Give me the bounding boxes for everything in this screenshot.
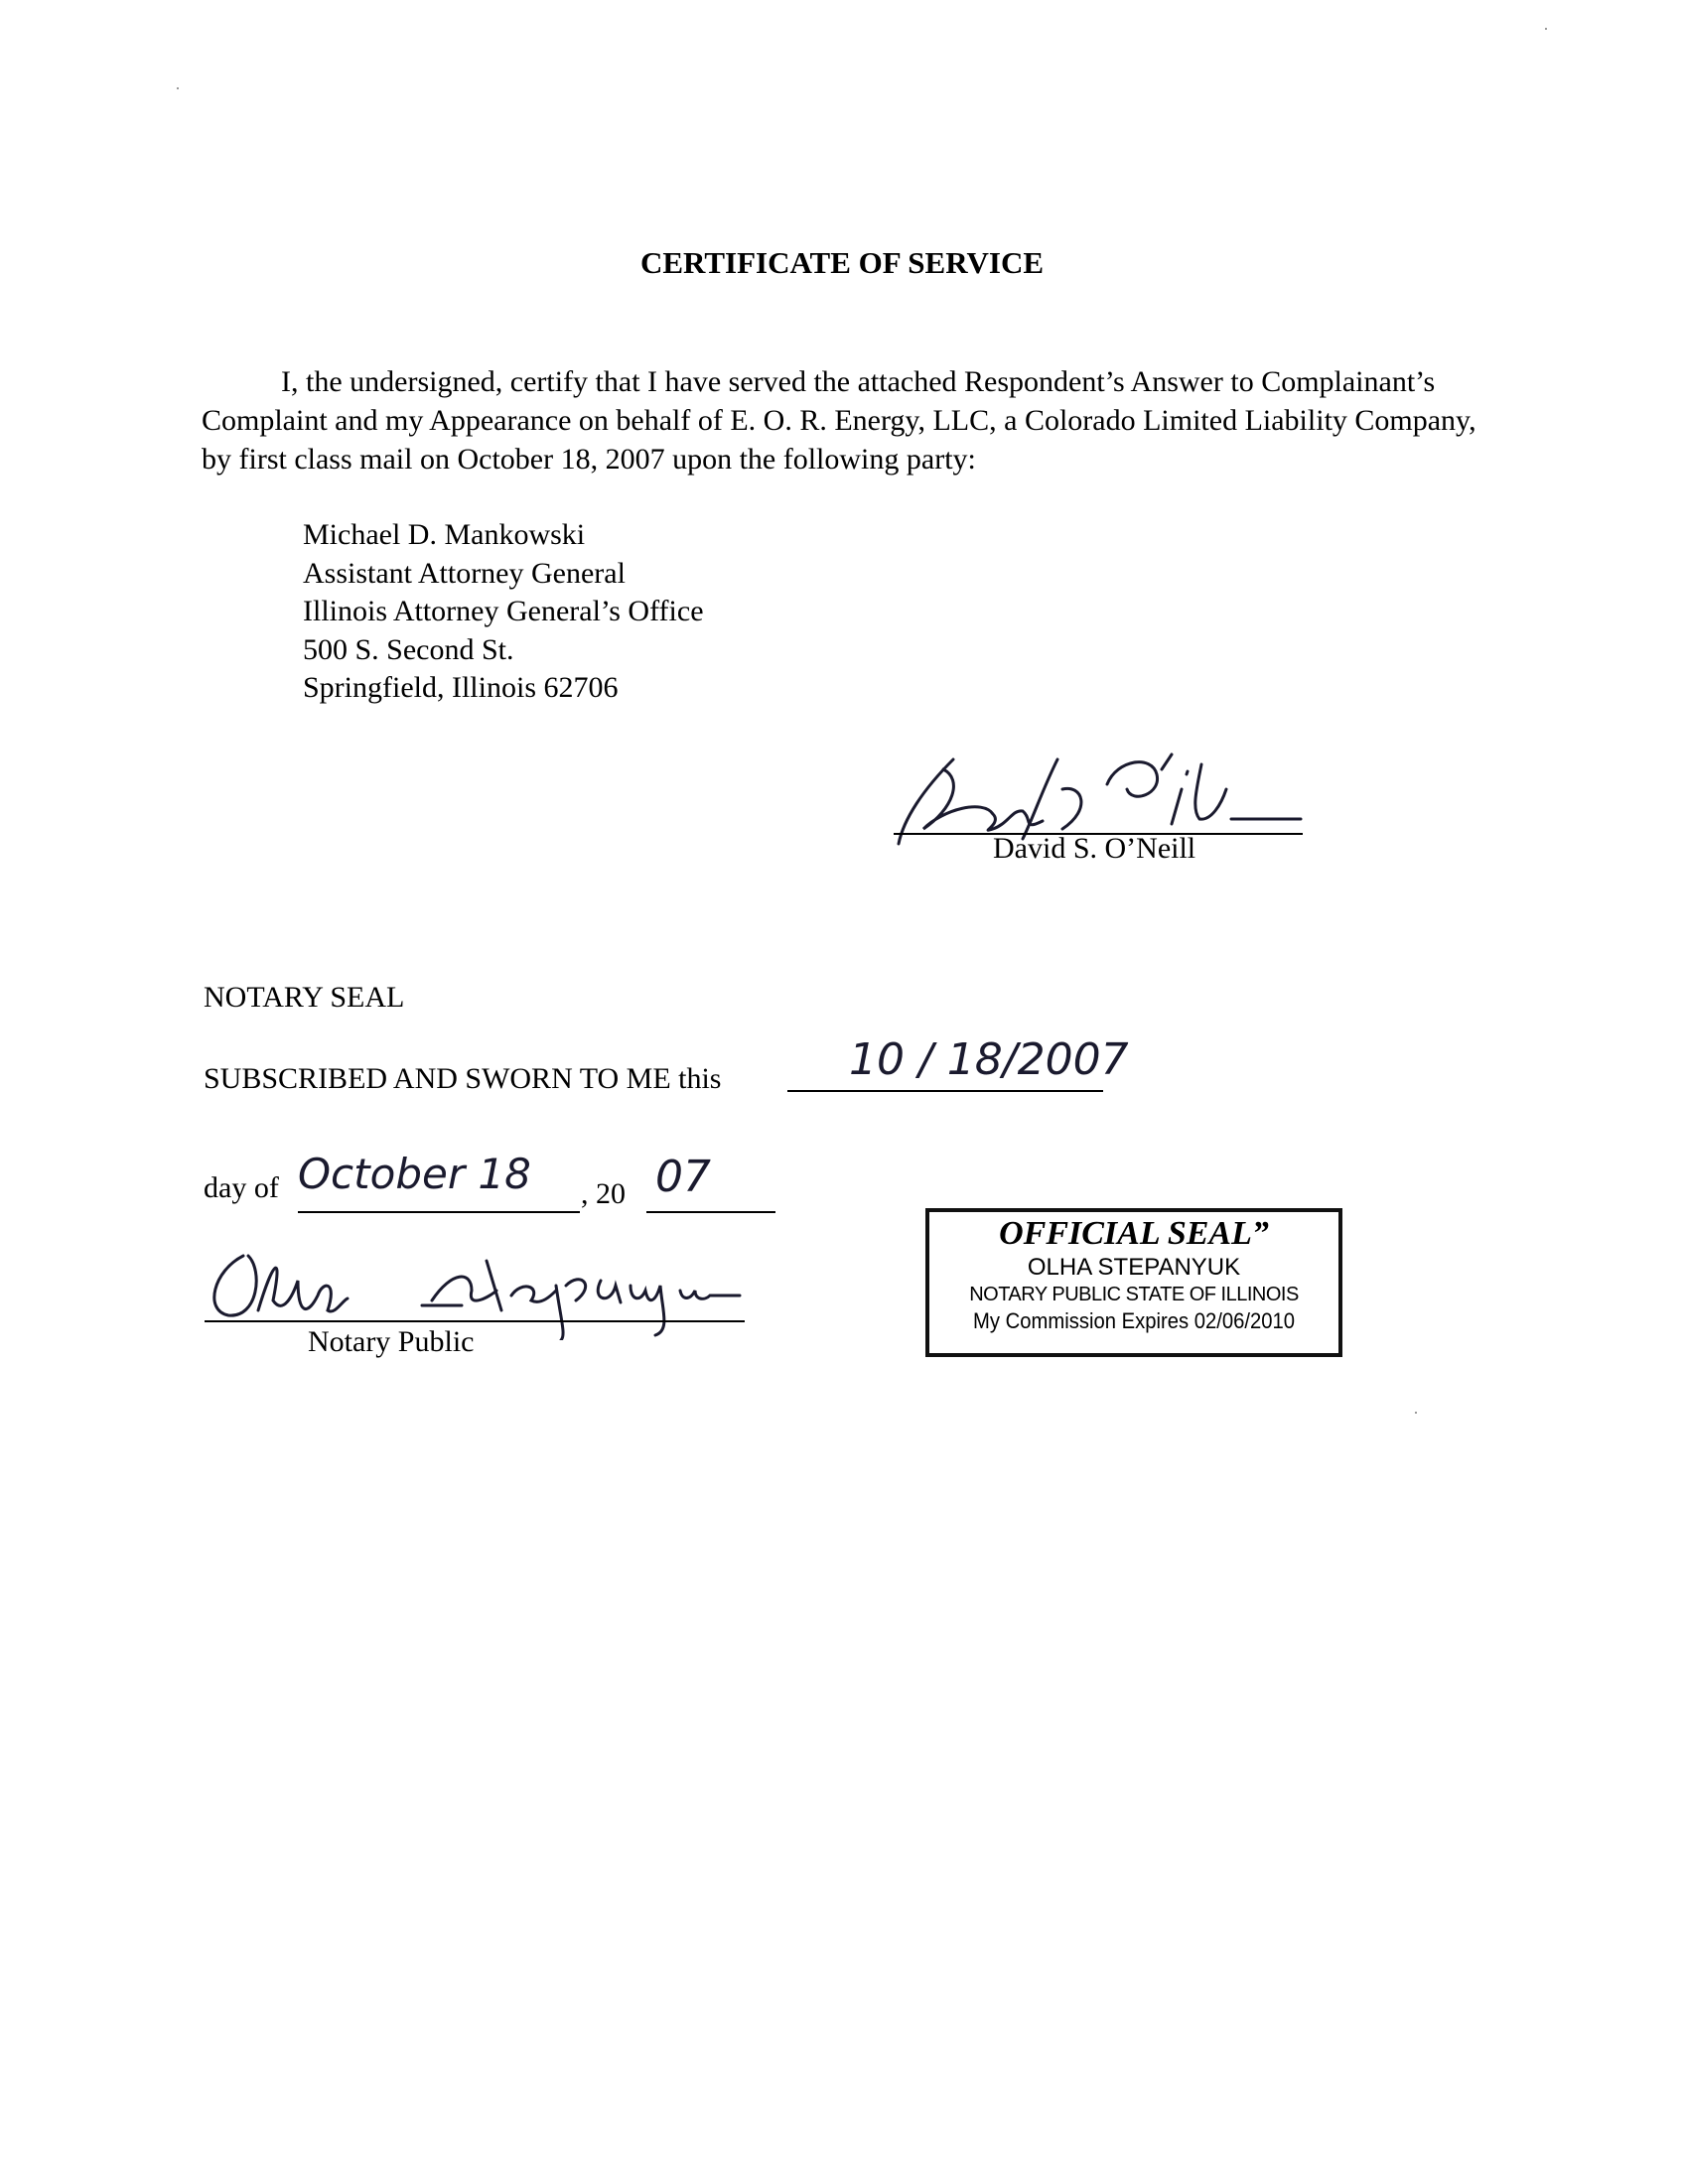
handwritten-date: 10 / 18/2007 (849, 1034, 1129, 1085)
handwritten-day: October 18 (298, 1150, 531, 1198)
notary-seal-label: NOTARY SEAL (204, 981, 405, 1014)
seal-notary-name: OLHA STEPANYUK (1027, 1254, 1241, 1281)
seal-state: NOTARY PUBLIC STATE OF ILLINOIS (969, 1284, 1299, 1305)
date-line (787, 1090, 1103, 1092)
day-of-label: day of (204, 1171, 279, 1204)
document-title: CERTIFICATE OF SERVICE (639, 245, 1045, 280)
year-prefix: , 20 (581, 1177, 626, 1210)
seal-expiration: My Commission Expires 02/06/2010 (973, 1308, 1295, 1333)
official-seal-stamp (925, 1208, 1342, 1357)
recipient-street: 500 S. Second St. (303, 632, 514, 666)
notary-signature (204, 1241, 770, 1340)
recipient-office: Illinois Attorney General’s Office (303, 595, 704, 627)
recipient-address (303, 516, 704, 708)
year-line (646, 1211, 775, 1213)
seal-title: OFFICIAL SEAL” (999, 1215, 1269, 1252)
scan-speck (1415, 1412, 1417, 1414)
signer-name: David S. O’Neill (993, 832, 1196, 865)
day-line (298, 1211, 580, 1213)
scan-speck (177, 87, 179, 89)
recipient-city: Springfield, Illinois 62706 (303, 671, 619, 704)
scan-speck (1545, 28, 1547, 30)
recipient-name: Michael D. Mankowski (303, 518, 586, 551)
notary-public-label: Notary Public (308, 1325, 475, 1358)
subscribed-text: SUBSCRIBED AND SWORN TO ME this (204, 1062, 722, 1095)
certification-paragraph: I, the undersigned, certify that I have served the attached Respondent’s Answer to Complainant’s Complaint and my Appearance on behalf of E. O. R. Energy, LLC, a Colorado Limited Liability Company, by first class mail on October 18, 2007 upon the following party: (202, 365, 1476, 476)
handwritten-year: 07 (655, 1152, 711, 1202)
recipient-title: Assistant Attorney General (303, 556, 626, 590)
notary-signature-line (205, 1320, 745, 1322)
